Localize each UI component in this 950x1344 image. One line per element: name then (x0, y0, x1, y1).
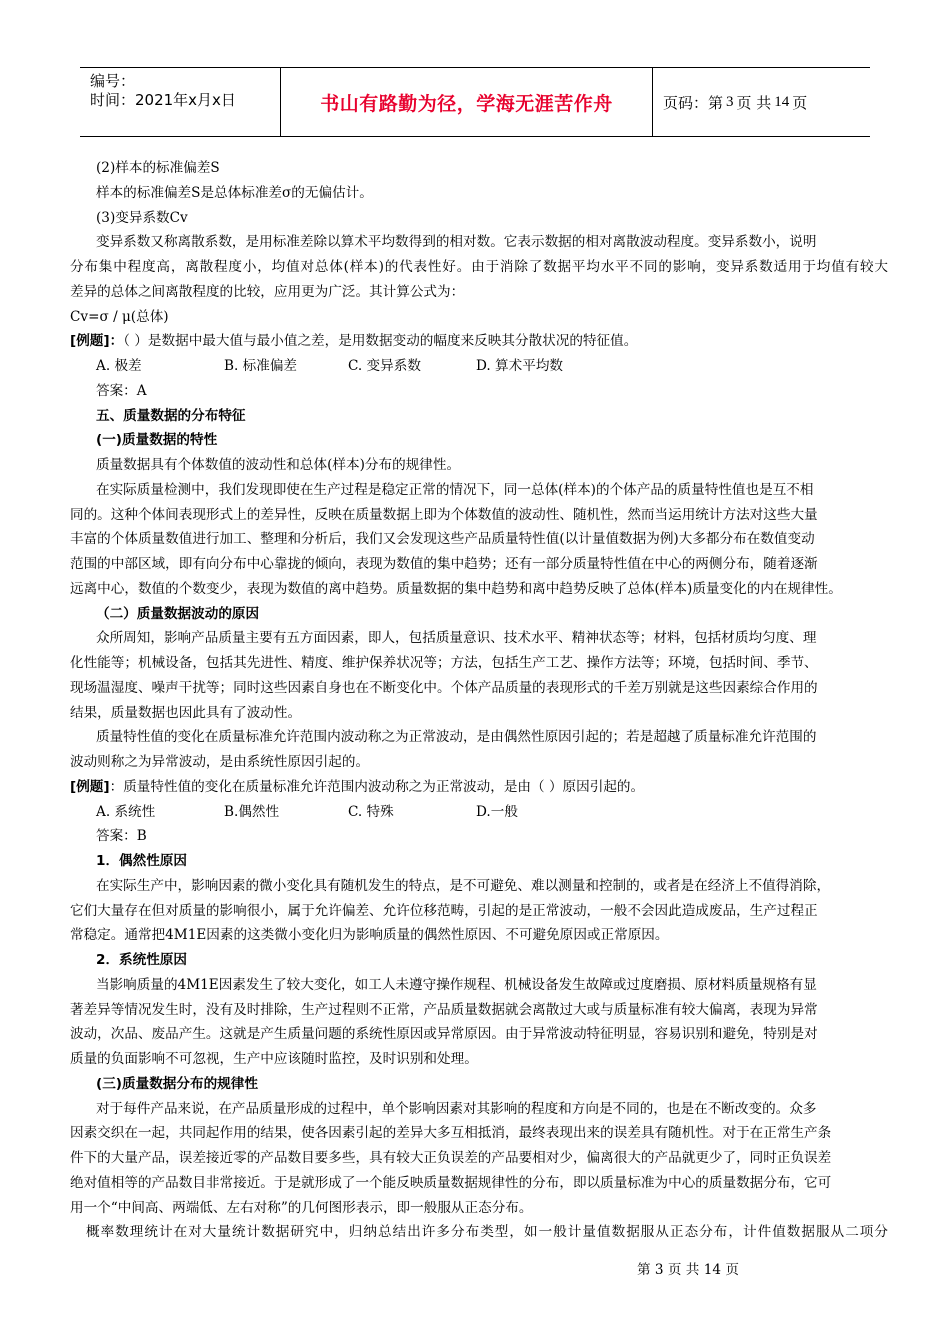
text-line: 丰富的个体质量数值进行加工、整理和分析后，我们又会发现这些产品质量特性值(以计量值数据为例)大多都分布在数值变动 (70, 531, 815, 548)
header-meta (80, 68, 280, 136)
text-line: 质量数据具有个体数值的波动性和总体(样本)分布的规律性。 (96, 457, 461, 473)
date-label: 时间：2021年x月x日 (90, 91, 236, 109)
answer-options (70, 800, 888, 825)
header-motto: 书山有路勤为径，学海无涯苦作舟 (280, 68, 653, 136)
text-line: 它们大量存在但对质量的影响很小，属于允许偏差、允许位移范畴，引起的是正常波动，一般不会因此造成废品，生产过程正 (70, 902, 818, 919)
text-line: 对于每件产品来说，在产品质量形成的过程中，单个影响因素对其影响的程度和方向是不同的，也是在不断改变的。众多 (96, 1100, 817, 1117)
page-label-pre: 页码：第 (663, 93, 724, 112)
text-line: 用一个“中间高、两端低、左右对称”的几何图形表示，即一般服从正态分布。 (70, 1199, 533, 1216)
text-line: 变异系数又称离散系数，是用标准差除以算术平均数得到的相对数。它表示数据的相对离散波动程度。变异系数小，说明 (96, 234, 817, 251)
serial-label: 编号： (90, 72, 136, 90)
text-line: 化性能等；机械设备，包括其先进性、精度、维护保养状况等；方法，包括生产工艺、操作方法等；环境，包括时间、季节、 (70, 655, 818, 671)
page-total: 14 (774, 93, 790, 110)
section-heading: （二）质量数据波动的原因 (96, 605, 260, 622)
text-line: 概率数理统计在对大量统计数据研究中，归纳总结出许多分布类型，如一般计量值数据服从正态分布，计件值数据服从二项分 (86, 1224, 888, 1241)
text-line: 众所周知，影响产品质量主要有五方面因素，即人，包括质量意识、技术水平、精神状态等；材料，包括材质均匀度、理 (96, 630, 817, 647)
section-heading: (三)质量数据分布的规律性 (96, 1075, 258, 1092)
text-line: 同的。这种个体间表现形式上的差异性，反映在质量数据上即为个体数值的波动性、随机性，然而当运用统计方法对这些大量 (70, 506, 818, 523)
page-footer: 第 3 页 共 14 页 (637, 1262, 739, 1278)
document-body (70, 156, 888, 1245)
text-line: 著差异等情况发生时，没有及时排除，生产过程则不正常，产品质量数据就会离散过大或与质量标准有较大偏离，表现为异常 (70, 1001, 818, 1018)
header-page-info (653, 68, 870, 136)
text-line: (2)样本的标准偏差S (96, 160, 220, 176)
option-d: D.一般 (476, 803, 518, 820)
option-c: C. 变异系数 (348, 358, 421, 374)
text-line: 当影响质量的4M1E因素发生了较大变化，如工人未遵守操作规程、机械设备发生故障或过度磨损、原材料质量规格有显 (96, 976, 817, 993)
option-b: B.偶然性 (224, 803, 280, 820)
page-number: 3 (726, 93, 734, 110)
text-line: 远离中心，数值的个数变少，表现为数值的离中趋势。质量数据的集中趋势和离中趋势反映了总体(样本)质量变化的内在规律性。 (70, 580, 842, 597)
text-line (70, 775, 888, 800)
text-line (70, 329, 888, 354)
option-b: B. 标准偏差 (224, 358, 298, 374)
example-text: （ ）是数据中最大值与最小值之差，是用数据变动的幅度来反映其分散状况的特征值。 (123, 333, 638, 350)
text-line: 件下的大量产品，误差接近零的产品数目要多些，具有较大正负误差的产品要相对少，偏离很大的产品就更少了，同时正负误差 (70, 1150, 832, 1166)
section-heading: 1．偶然性原因 (96, 853, 188, 869)
text-line: 波动则称之为异常波动，是由系统性原因引起的。 (70, 754, 370, 770)
option-c: C. 特殊 (348, 803, 394, 820)
page-header (80, 67, 870, 137)
option-d: D. 算术平均数 (476, 358, 564, 374)
page-label-post: 页 (792, 93, 808, 112)
text-line: 范围的中部区域，即有向分布中心靠拢的倾向，表现为数值的集中趋势；还有一部分质量特性值在中心的两侧分布，随着逐渐 (70, 556, 818, 572)
text-line: (3)变异系数Cv (96, 209, 188, 226)
text-line: 因素交织在一起，共同起作用的结果，使各因素引起的差异大多互相抵消，最终表现出来的误差具有随机性。对于在正常生产条 (70, 1125, 832, 1142)
page-label-mid: 页 共 (736, 93, 772, 112)
example-text: ：质量特性值的变化在质量标准允许范围内波动称之为正常波动，是由（ ）原因引起的。 (109, 778, 645, 795)
text-line: Cv=σ / μ(总体) (70, 308, 169, 325)
text-line: 差异的总体之间离散程度的比较，应用更为广泛。其计算公式为： (70, 283, 465, 300)
text-line: 绝对值相等的产品数目非常接近。于是就形成了一个能反映质量数据规律性的分布，即以质量标准为中心的质量数据分布，它可 (70, 1174, 832, 1191)
text-line: 波动，次品、废品产生。这就是产生质量问题的系统性原因或异常原因。由于异常波动特征明显，容易识别和避免，特别是对 (70, 1026, 818, 1043)
option-a: A. 系统性 (96, 803, 156, 820)
section-heading: 2．系统性原因 (96, 952, 188, 968)
option-a: A. 极差 (96, 358, 142, 374)
text-line: 常稳定。通常把4M1E因素的这类微小变化归为影响质量的偶然性原因、不可避免原因或正常原因。 (70, 927, 669, 944)
text-line: 答案：A (96, 382, 147, 399)
text-line: 在实际生产中，影响因素的微小变化具有随机发生的特点，是不可避免、难以测量和控制的，或者是在经济上不值得消除， (96, 877, 831, 894)
text-line: 质量的负面影响不可忽视，生产中应该随时监控，及时识别和处理。 (70, 1051, 478, 1067)
answer-options (70, 354, 888, 379)
section-heading: 五、质量数据的分布特征 (96, 407, 246, 424)
section-heading: (一)质量数据的特性 (96, 432, 218, 449)
text-line: 样本的标准偏差S是总体标准差σ的无偏估计。 (96, 184, 373, 201)
text-line: 分布集中程度高，离散程度小，均值对总体(样本)的代表性好。由于消除了数据平均水平不同的影响，变异系数适用于均值有较大 (70, 259, 888, 275)
text-line: 答案：B (96, 828, 147, 845)
example-label: [例题]： (70, 333, 124, 350)
text-line: 现场温湿度、噪声干扰等；同时这些因素自身也在不断变化中。个体产品质量的表现形式的千差万别就是这些因素综合作用的 (70, 679, 818, 696)
text-line: 质量特性值的变化在质量标准允许范围内波动称之为正常波动，是由偶然性原因引起的；若是超越了质量标准允许范围的 (96, 729, 817, 746)
text-line: 结果，质量数据也因此具有了波动性。 (70, 704, 302, 721)
text-line: 在实际质量检测中，我们发现即使在生产过程是稳定正常的情况下，同一总体(样本)的个体产品的质量特性值也是互不相 (96, 481, 814, 498)
example-label: [例题] (70, 778, 110, 795)
